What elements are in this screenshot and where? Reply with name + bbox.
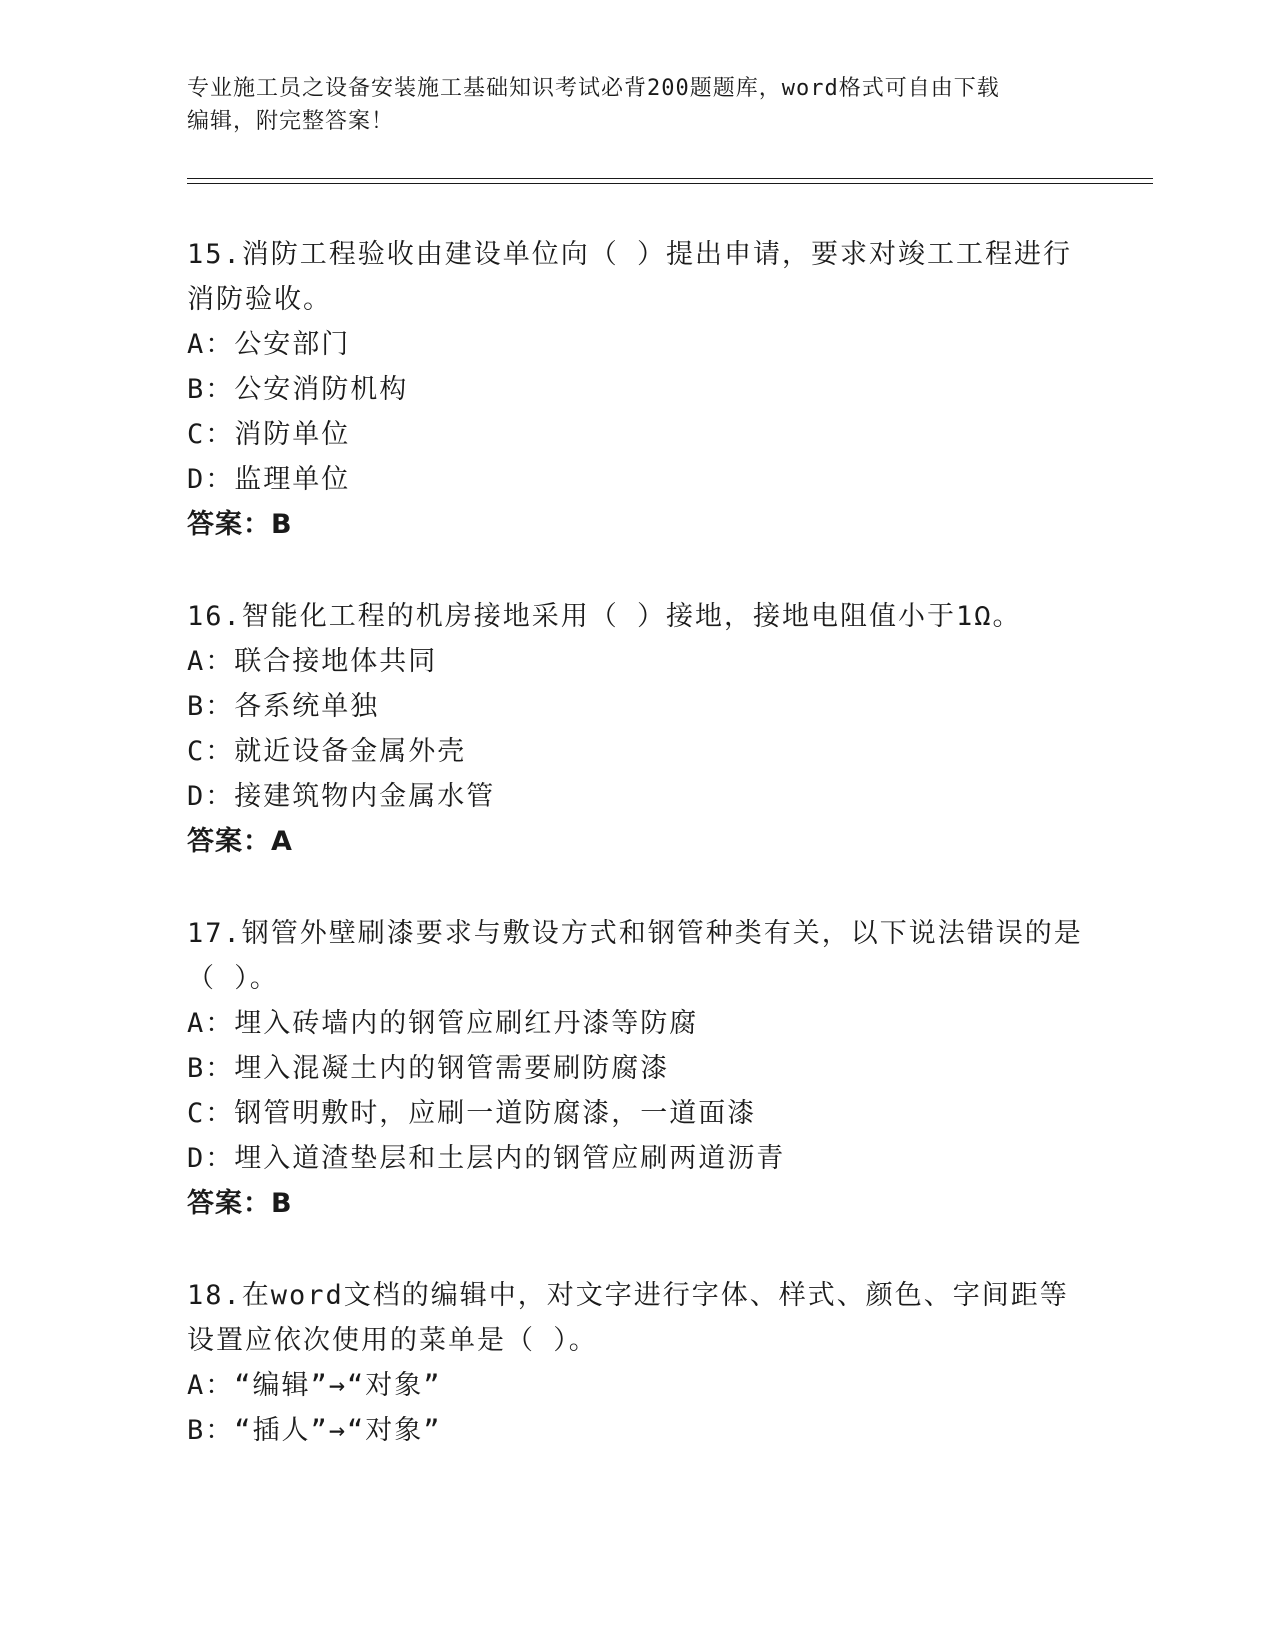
question-stem: 17.钢管外壁刷漆要求与敷设方式和钢管种类有关，以下说法错误的是 bbox=[187, 918, 1083, 949]
question-list bbox=[187, 232, 1087, 1500]
header-rule-top bbox=[187, 178, 1153, 179]
option-a: A：公安部门 bbox=[187, 329, 351, 360]
option-a: A：“编辑”→“对象” bbox=[187, 1370, 442, 1401]
question-stem: 15.消防工程验收由建设单位向（ ）提出申请，要求对竣工工程进行 bbox=[187, 239, 1073, 270]
question-16 bbox=[187, 594, 1087, 864]
option-b: B：各系统单独 bbox=[187, 691, 380, 722]
header-rule-bottom bbox=[187, 183, 1153, 184]
option-b: B：“插人”→“对象” bbox=[187, 1415, 442, 1446]
question-stem: 设置应依次使用的菜单是（ ）。 bbox=[187, 1325, 598, 1356]
option-a: A：埋入砖墙内的钢管应刷红丹漆等防腐 bbox=[187, 1008, 699, 1039]
header-line: 编辑，附完整答案！ bbox=[187, 109, 395, 134]
question-17 bbox=[187, 911, 1087, 1226]
option-a: A：联合接地体共同 bbox=[187, 646, 438, 677]
question-stem: 16.智能化工程的机房接地采用（ ）接地，接地电阻值小于1Ω。 bbox=[187, 601, 1022, 632]
option-b: B：埋入混凝土内的钢管需要刷防腐漆 bbox=[187, 1053, 670, 1084]
option-c: C：消防单位 bbox=[187, 419, 351, 450]
option-c: C：就近设备金属外壳 bbox=[187, 736, 467, 767]
option-d: D：监理单位 bbox=[187, 464, 351, 495]
question-15 bbox=[187, 232, 1087, 547]
answer: 答案：B bbox=[187, 509, 293, 540]
question-stem: （ ）。 bbox=[187, 963, 279, 994]
header-line: 专业施工员之设备安装施工基础知识考试必背200题题库，word格式可自由下载 bbox=[187, 76, 1000, 101]
option-c: C：钢管明敷时，应刷一道防腐漆，一道面漆 bbox=[187, 1098, 757, 1129]
document-header bbox=[187, 72, 1067, 138]
question-stem: 消防验收。 bbox=[187, 284, 332, 315]
question-stem: 18.在word文档的编辑中，对文字进行字体、样式、颜色、字间距等 bbox=[187, 1280, 1069, 1311]
answer: 答案：A bbox=[187, 826, 293, 857]
option-b: B：公安消防机构 bbox=[187, 374, 409, 405]
option-d: D：接建筑物内金属水管 bbox=[187, 781, 496, 812]
option-d: D：埋入道渣垫层和土层内的钢管应刷两道沥青 bbox=[187, 1143, 786, 1174]
question-18 bbox=[187, 1273, 1087, 1453]
answer: 答案：B bbox=[187, 1188, 293, 1219]
